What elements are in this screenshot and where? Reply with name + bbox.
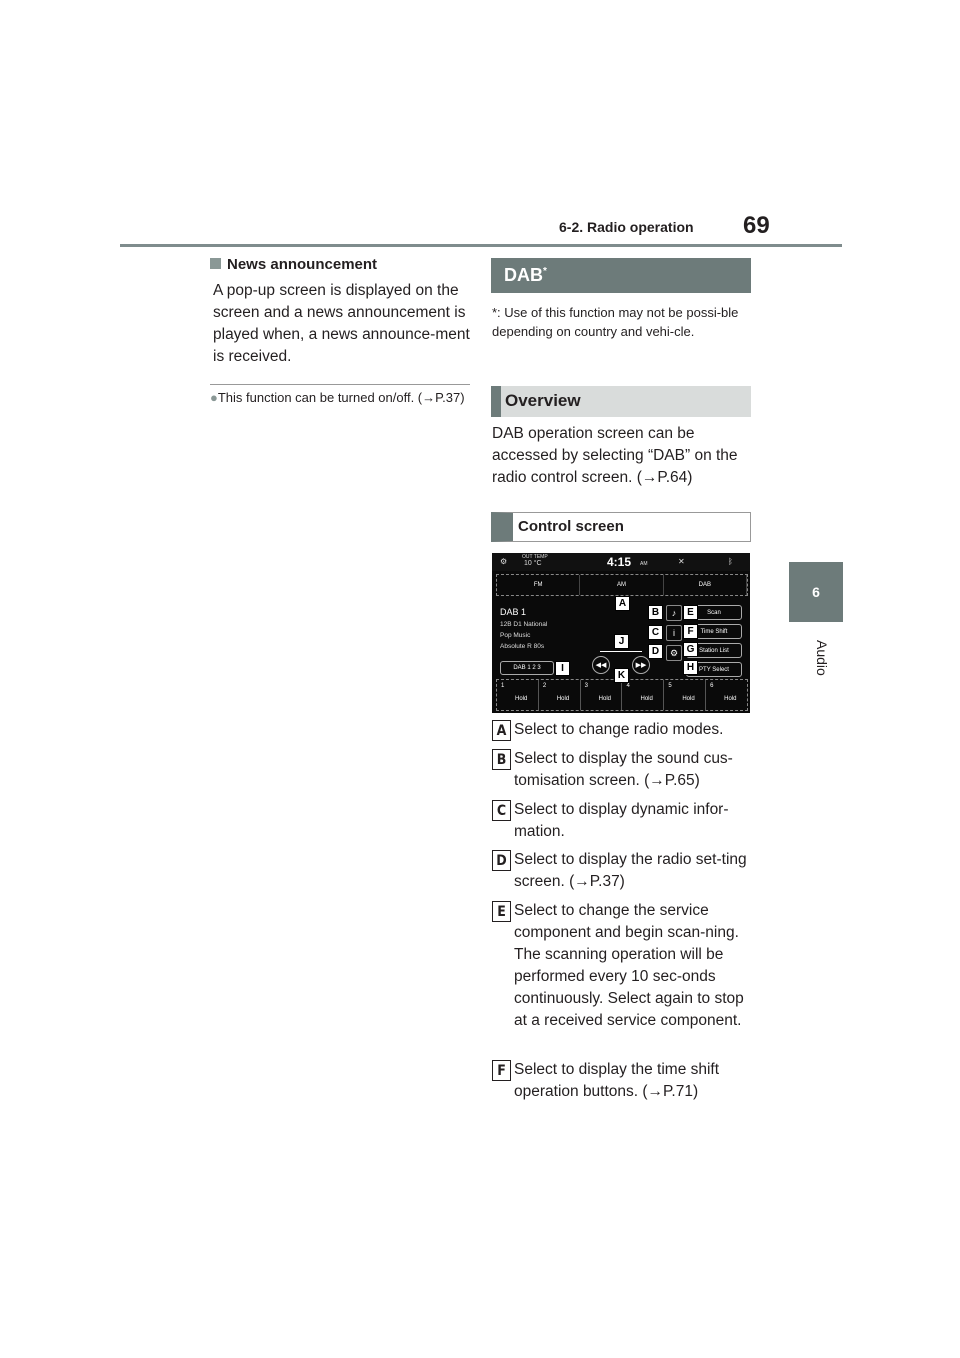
preset-5 (664, 680, 706, 710)
callout-g: G (683, 642, 698, 657)
item-key: A (492, 720, 511, 741)
dab-title-bar (491, 258, 751, 293)
mute-icon: ✕ (678, 557, 685, 566)
tab-dab: DAB (664, 575, 747, 595)
scan-button: Scan (686, 605, 742, 620)
temp-value: 10 °C (524, 560, 542, 567)
station-line-2: Pop Music (500, 632, 531, 639)
out-temp-label: OUT TEMP (522, 554, 548, 560)
callout-h: H (683, 660, 698, 675)
station-line-1: 12B D1 National (500, 621, 548, 628)
header-rule (120, 244, 842, 247)
dab-screen-illustration (492, 553, 750, 713)
footnote: *: Use of this function may not be possi-ble depending on country and vehi-cle. (492, 305, 739, 339)
item-text: Select to change radio modes. (514, 721, 724, 738)
preset-label: Hold (724, 696, 737, 702)
overview-body: DAB operation screen can be accessed by selecting “DAB” on the radio control screen. (→P.64) (492, 425, 738, 486)
list-item (492, 900, 754, 1032)
seek-forward-icon: ▶▶ (632, 656, 650, 674)
news-note (210, 390, 472, 406)
callout-e: E (683, 605, 698, 620)
station-list-button: Station List (686, 643, 742, 658)
dab-title: DAB (504, 265, 543, 285)
pty-select-button: PTY Select (686, 662, 742, 677)
callout-j: J (614, 634, 629, 649)
item-text: Select to display the time shift operation buttons. (→P.71) (514, 1061, 720, 1100)
preset-4 (622, 680, 664, 710)
item-key: E (492, 901, 511, 922)
news-body: A pop-up screen is displayed on the screen and a news announcement is played when, a news announce-ment is received. (213, 282, 470, 365)
item-text: Select to display the radio set-ting screen. (→P.37) (514, 851, 747, 890)
callout-line (600, 651, 642, 652)
heading-square-icon (210, 258, 221, 269)
item-key: F (492, 1060, 511, 1081)
mode-tabs (496, 574, 748, 596)
bullet-icon: ● (210, 390, 218, 405)
overview-title-bar: Overview (491, 386, 751, 417)
section-title: 6-2. Radio operation (559, 219, 694, 235)
preset-number: 6 (710, 683, 714, 689)
callout-a: A (615, 596, 630, 611)
station-name: DAB 1 (500, 607, 527, 617)
news-note-text: This function can be turned on/off. (→P.37) (217, 390, 465, 405)
list-item (492, 1059, 754, 1103)
list-item (492, 799, 754, 843)
preset-label: Hold (515, 696, 528, 702)
preset-6 (706, 680, 747, 710)
preset-number: 2 (542, 683, 547, 689)
gear-icon: ⚙ (666, 645, 682, 661)
chapter-tab: 6 (789, 562, 843, 622)
preset-number: 3 (584, 683, 588, 689)
news-heading-text: News announcement (227, 256, 378, 273)
seek-back-icon: ◀◀ (592, 656, 610, 674)
callout-c: C (648, 625, 663, 640)
item-text: Select to display the sound cus-tomisation screen. (→P.65) (514, 750, 733, 789)
info-icon: i (666, 625, 682, 641)
sound-settings-icon: ♪ (666, 605, 682, 621)
preset-label: Hold (556, 696, 570, 702)
clock-time: 4:15 (607, 555, 632, 569)
dab-select-button: DAB 1 2 3 (500, 661, 554, 675)
preset-2 (539, 680, 581, 710)
preset-label: Hold (640, 696, 653, 702)
preset-number: 4 (626, 683, 630, 689)
news-heading (210, 256, 377, 273)
callout-b: B (648, 605, 663, 620)
preset-1 (497, 680, 539, 710)
preset-number: 5 (668, 683, 672, 689)
chapter-label: Audio (814, 640, 830, 676)
item-key: C (492, 800, 511, 821)
preset-3 (581, 680, 623, 710)
item-key: B (492, 749, 511, 770)
preset-bar (496, 679, 748, 711)
callout-d: D (648, 644, 663, 659)
callout-k: K (614, 668, 629, 683)
callout-i: I (555, 661, 570, 676)
station-line-3: Absolute R 80s (500, 643, 545, 650)
bluetooth-icon: ᛒ (728, 557, 733, 566)
clock-ampm: AM (640, 561, 648, 567)
note-rule (210, 384, 470, 385)
preset-label: Hold (598, 696, 611, 702)
control-screen-title-bar: Control screen (491, 512, 751, 542)
list-item (492, 719, 754, 741)
preset-label: Hold (682, 696, 695, 702)
list-item (492, 849, 754, 893)
tab-fm: FM (497, 575, 580, 595)
car-icon: ⚙ (500, 557, 508, 566)
preset-number: 1 (501, 683, 505, 689)
item-text: Select to display dynamic infor-mation. (514, 801, 729, 840)
list-item (492, 748, 754, 792)
item-key: D (492, 850, 511, 871)
dab-footnote-mark: * (543, 266, 547, 277)
time-shift-button: Time Shift (686, 624, 742, 639)
tab-am: AM (580, 575, 663, 595)
callout-f: F (683, 624, 698, 639)
item-text: Select to change the service component and begin scan-ning. The scanning operation will be performed every 10 sec-onds continuously. Select again to stop at a received service component. (514, 902, 744, 1029)
page-number: 69 (743, 212, 770, 239)
